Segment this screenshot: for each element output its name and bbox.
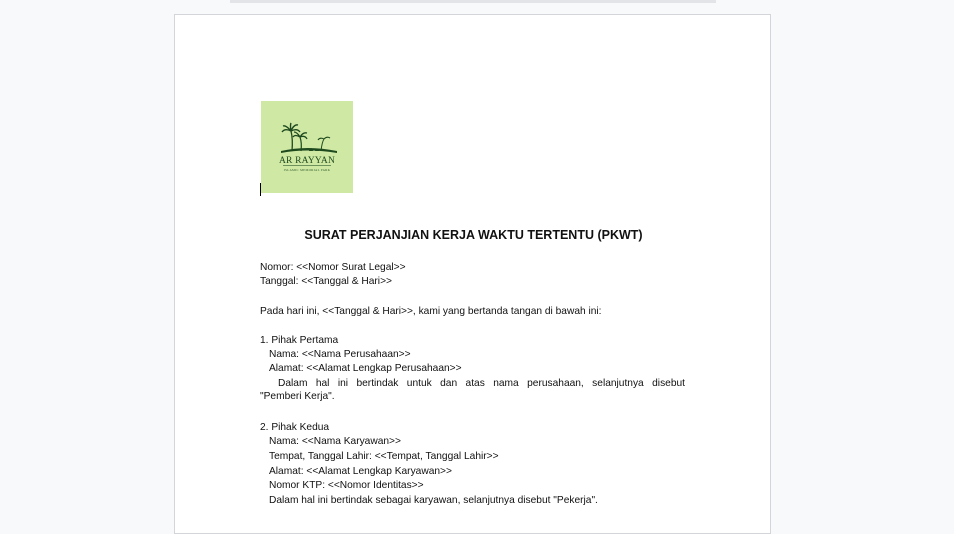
- document-page[interactable]: [174, 14, 771, 534]
- tanggal-line: Tanggal: <<Tanggal & Hari>>: [260, 276, 392, 287]
- palm-trees-icon: [261, 101, 353, 193]
- document-title: SURAT PERJANJIAN KERJA WAKTU TERTENTU (PKWT): [304, 228, 643, 242]
- pihak-kedua-role: Dalam hal ini bertindak sebagai karyawan, selanjutnya disebut "Pekerja".: [269, 495, 598, 506]
- pihak-kedua-nama: Nama: <<Nama Karyawan>>: [269, 436, 401, 447]
- pihak-pertama-role-line2: "Pemberi Kerja".: [260, 391, 335, 402]
- pihak-pertama-nama: Nama: <<Nama Perusahaan>>: [269, 349, 411, 360]
- company-logo[interactable]: [261, 101, 353, 193]
- pihak-kedua-ktp: Nomor KTP: <<Nomor Identitas>>: [269, 480, 424, 491]
- pihak-kedua-heading: 2. Pihak Kedua: [260, 422, 330, 433]
- pihak-pertama-alamat: Alamat: <<Alamat Lengkap Perusahaan>>: [269, 363, 462, 374]
- page-above-edge: [230, 0, 716, 3]
- pihak-pertama-role: [260, 377, 685, 403]
- pihak-pertama-heading: 1. Pihak Pertama: [260, 335, 339, 346]
- opening-paragraph: Pada hari ini, <<Tanggal & Hari>>, kami yang bertanda tangan di bawah ini:: [260, 306, 602, 317]
- text-cursor: [260, 183, 261, 196]
- nomor-line: Nomor: <<Nomor Surat Legal>>: [260, 262, 406, 273]
- logo-tagline: ISLAMIC MEMORIAL PARK: [283, 168, 331, 172]
- pihak-kedua-alamat: Alamat: <<Alamat Lengkap Karyawan>>: [269, 466, 452, 477]
- pihak-kedua-ttl: Tempat, Tanggal Lahir: <<Tempat, Tanggal Lahir>>: [269, 451, 499, 462]
- logo-name: AR RAYYAN: [278, 156, 336, 166]
- pihak-pertama-role-line1: Dalam hal ini bertindak untuk dan atas nama perusahaan, selanjutnya disebut: [278, 378, 685, 389]
